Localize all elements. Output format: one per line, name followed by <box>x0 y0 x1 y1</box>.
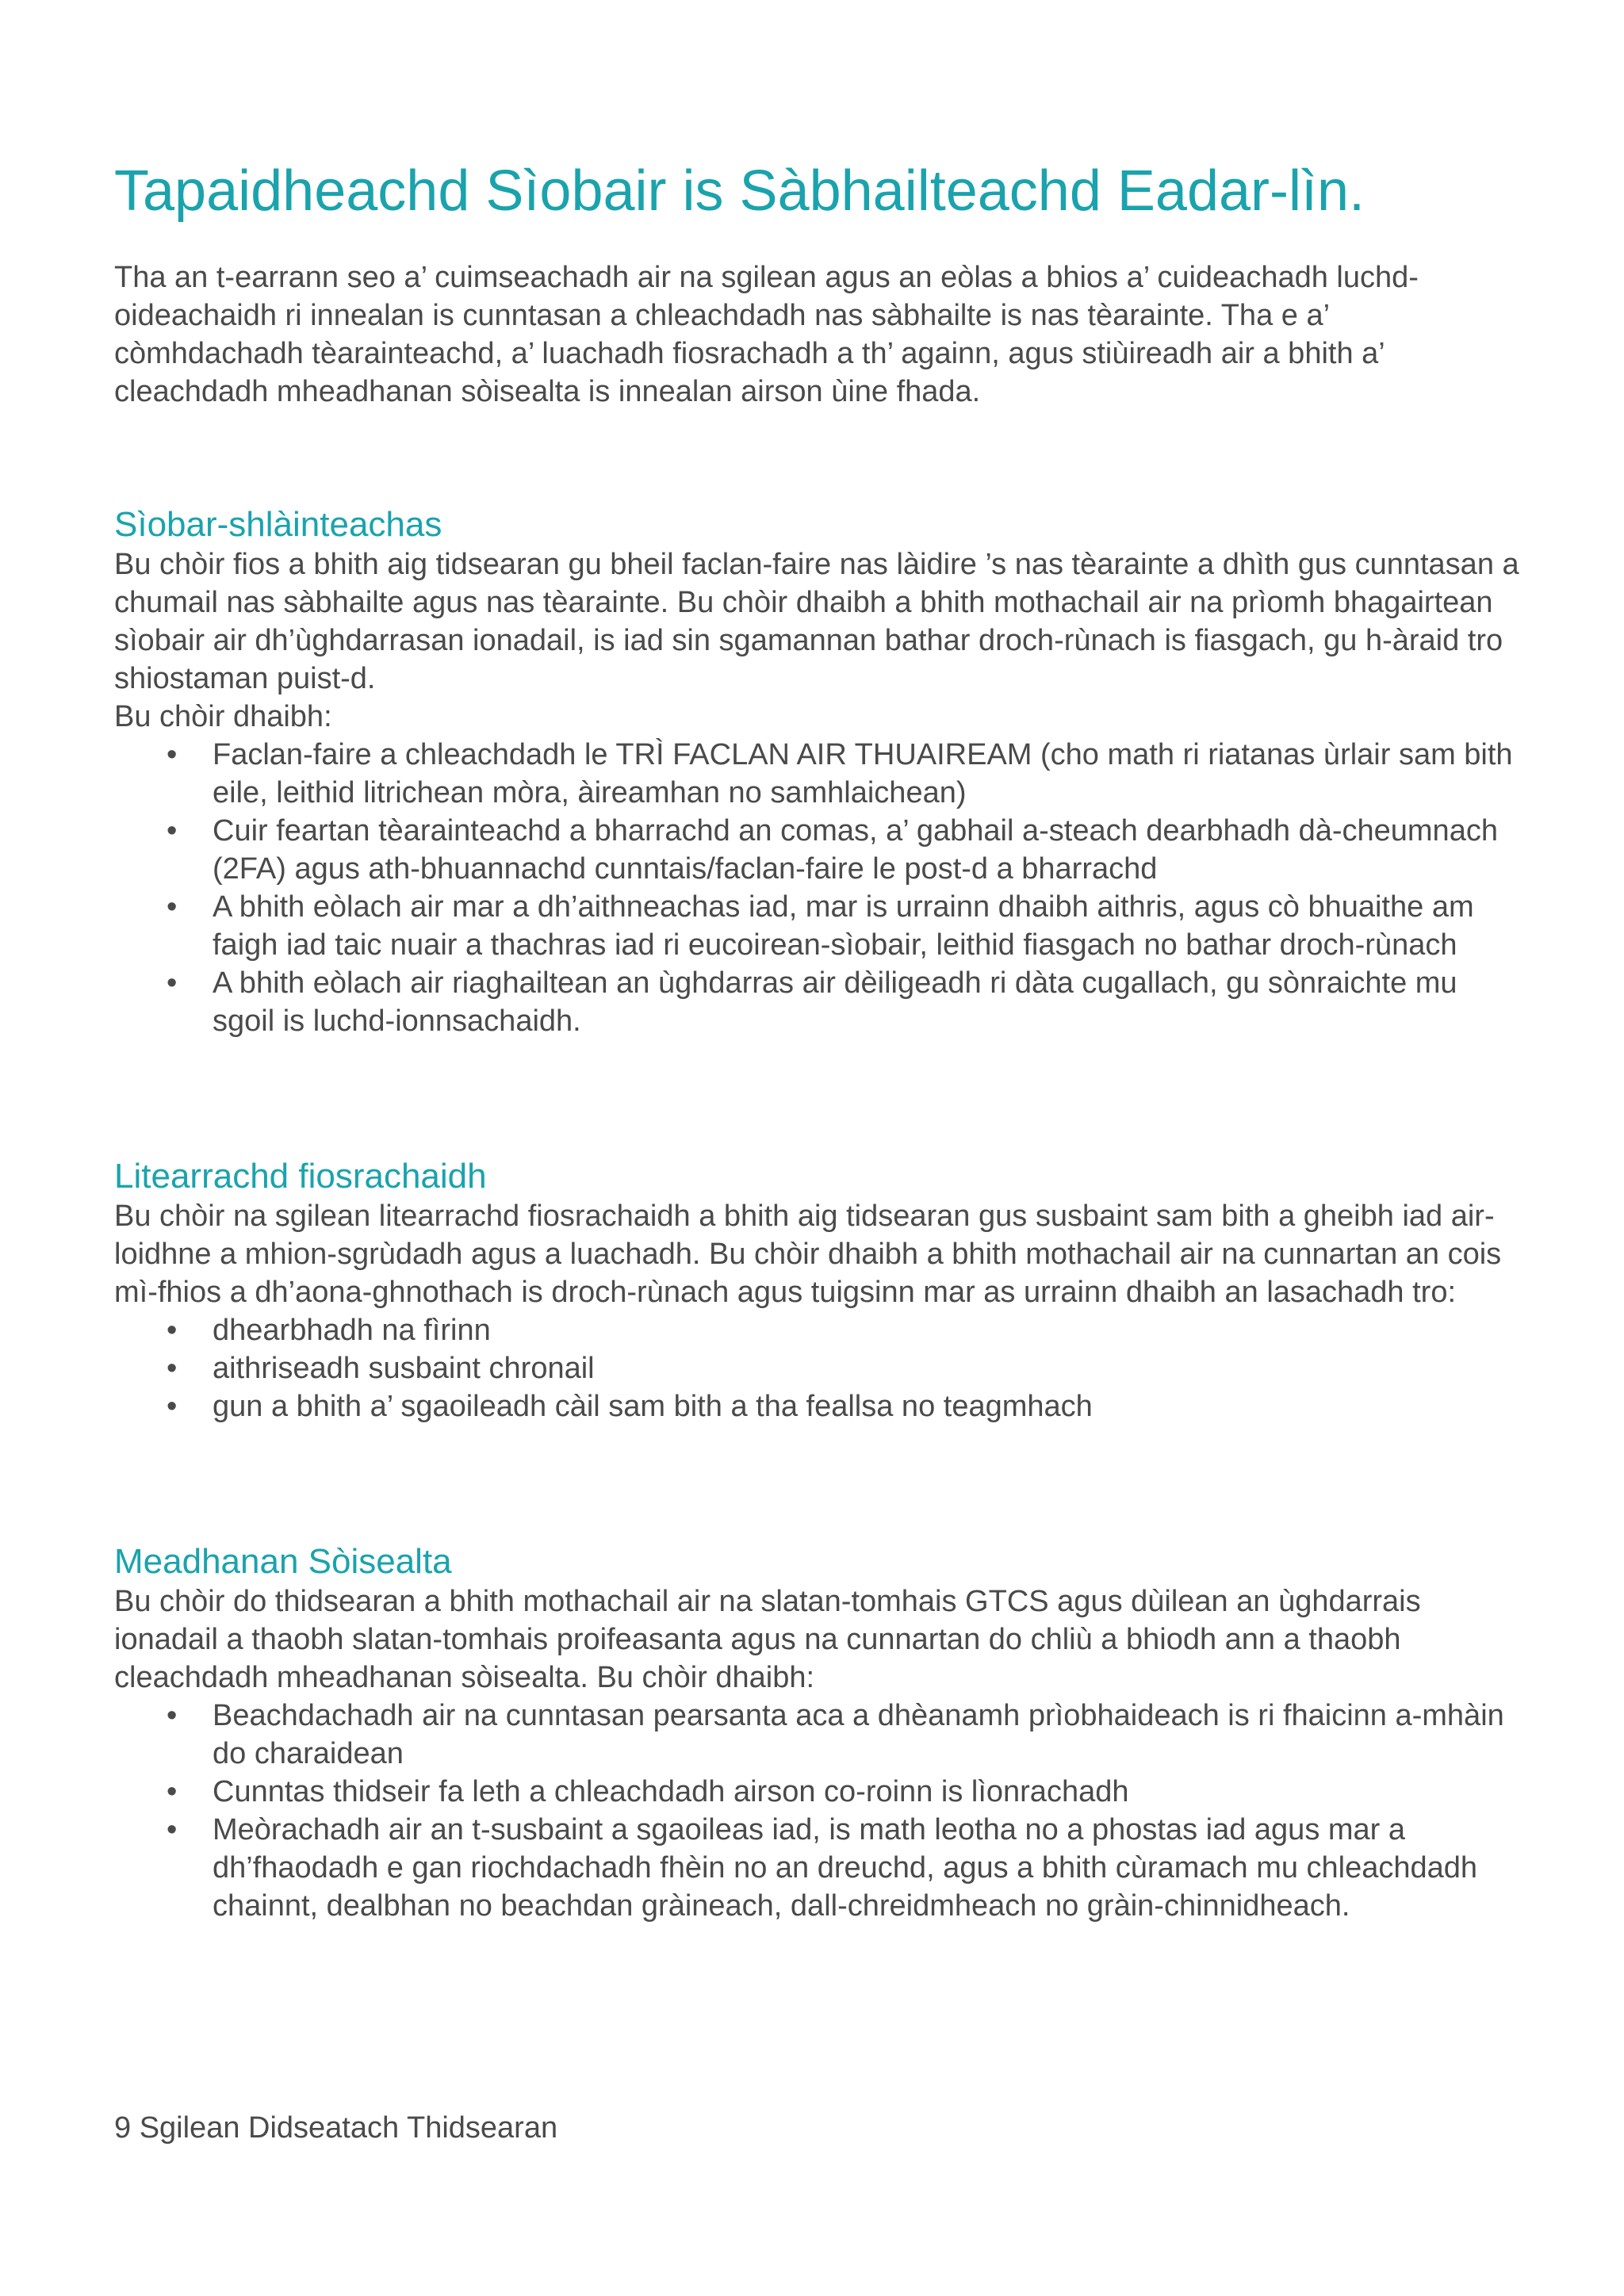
list-item <box>114 1773 1526 1811</box>
list-item-text: Faclan-faire a chleachdadh le TRÌ FACLAN AIR THUAIREAM (cho math ri riatanas ùrlair sam bith eile, leithid litrichean mòra, àireamhan no samhlaichean) <box>213 738 1513 809</box>
list-item-text: Cunntas thidseir fa leth a chleachdadh airson co-roinn is lìonrachadh <box>213 1775 1129 1808</box>
section-heading: Litearrachd fiosrachaidh <box>114 1157 487 1196</box>
list-item-text: aithriseadh susbaint chronail <box>213 1352 595 1385</box>
bullet-list <box>114 1697 1526 1925</box>
list-item-text: Cuir feartan tèarainteachd a bharrachd an comas, a’ gabhail a-steach dearbhadh dà-cheumnach (2FA) agus ath-bhuannachd cunntais/faclan-faire le post-d a bharrachd <box>213 814 1498 886</box>
section-social-media <box>114 1541 1526 1925</box>
list-item-text: Beachdachadh air na cunntasan pearsanta aca a dhèanamh prìobhaideach is ri fhaicinn a-mhàin do charaidean <box>213 1699 1504 1770</box>
intro-paragraph: Tha an t-earrann seo a’ cuimseachadh air na sgilean agus an eòlas a bhios a’ cuideachadh luchd-oideachaidh ri innealan is cunntasan a chleachdadh nas sàbhailte is nas tèarainte. Tha e a’ còmhdachadh tèarainteachd, a’ luachadh fiosrachadh a th’ againn, agus stiùireadh air a bhith a’ cleachdadh mheadhanan sòisealta is innealan airson ùine fhada. <box>114 261 1419 408</box>
bullet-icon: • <box>167 1775 178 1808</box>
list-item <box>114 888 1526 964</box>
bullet-icon: • <box>167 1813 178 1846</box>
bullet-icon: • <box>167 966 178 1000</box>
list-item <box>114 1811 1526 1925</box>
bullet-icon: • <box>167 814 178 848</box>
bullet-list <box>114 736 1526 1040</box>
list-item-text: gun a bhith a’ sgaoileadh càil sam bith a tha feallsa no teagmhach <box>213 1390 1093 1423</box>
section-cyber-hygiene <box>114 504 1526 1040</box>
bullet-icon: • <box>167 1352 178 1385</box>
list-item-text: A bhith eòlach air riaghailtean an ùghdarras air dèiligeadh ri dàta cugallach, gu sònraichte mu sgoil is luchd-ionnsachaidh. <box>213 966 1457 1038</box>
bullet-icon: • <box>167 738 178 771</box>
section-paragraph: Bu chòir na sgilean litearrachd fiosrachaidh a bhith aig tidsearan gus susbaint sam bith a gheibh iad air-loidhne a mhion-sgrùdadh agus a luachadh. Bu chòir dhaibh a bhith mothachail air na cunnartan an cois mì-fhios a dh’aona-ghnothach is droch-rùnach agus tuigsinn mar as urrainn dhaibh an lasachadh tro: <box>114 1200 1502 1309</box>
list-item <box>114 736 1526 812</box>
list-item-text: dhearbhadh na fìrinn <box>213 1314 491 1347</box>
section-paragraph: Bu chòir do thidsearan a bhith mothachail air na slatan-tomhais GTCS agus dùilean an ùghdarrais ionadail a thaobh slatan-tomhais proifeasanta agus na cunnartan do chliù a bhiodh ann a thaobh cleachdadh mheadhanan sòisealta. Bu chòir dhaibh: <box>114 1585 1421 1694</box>
list-item <box>114 964 1526 1040</box>
list-item-text: Meòrachadh air an t-susbaint a sgaoileas iad, is math leotha no a phostas iad agus mar a dh’fhaodadh e gan riochdachadh fhèin no an dreuchd, agus a bhith cùramach mu chleachdadh chainnt, dealbhan no beachdan gràineach, dall-chreidmheach no gràin-chinnidheach. <box>213 1813 1478 1923</box>
bullet-icon: • <box>167 1314 178 1347</box>
section-heading: Meadhanan Sòisealta <box>114 1542 452 1581</box>
list-item <box>114 1387 1526 1425</box>
list-item <box>114 812 1526 888</box>
list-item <box>114 1311 1526 1349</box>
section-heading: Sìobar-shlàinteachas <box>114 505 442 544</box>
section-information-literacy <box>114 1156 1526 1425</box>
bullet-icon: • <box>167 1699 178 1732</box>
bullet-list <box>114 1311 1526 1425</box>
bullet-icon: • <box>167 1390 178 1423</box>
page-title: Tapaidheachd Sìobair is Sàbhailteachd Eadar-lìn. <box>114 159 1365 223</box>
list-item <box>114 1697 1526 1773</box>
section-paragraph: Bu chòir dhaibh: <box>114 700 332 733</box>
page-footer: 9 Sgilean Didseatach Thidsearan <box>114 2111 558 2145</box>
section-paragraph: Bu chòir fios a bhith aig tidsearan gu bheil faclan-faire nas làidire ’s nas tèarainte a dhìth gus cunntasan a chumail nas sàbhailte agus nas tèarainte. Bu chòir dhaibh a bhith mothachail air na prìomh bhagairtean sìobair air dh’ùghdarrasan ionadail, is iad sin sgamannan bathar droch-rùnach is fiasgach, gu h-àraid tro shiostaman puist-d. <box>114 548 1519 695</box>
bullet-icon: • <box>167 890 178 924</box>
list-item <box>114 1349 1526 1387</box>
list-item-text: A bhith eòlach air mar a dh’aithneachas iad, mar is urrainn dhaibh aithris, agus cò bhuaithe am faigh iad taic nuair a thachras iad ri eucoirean-sìobair, leithid fiasgach no bathar droch-rùnach <box>213 890 1474 962</box>
